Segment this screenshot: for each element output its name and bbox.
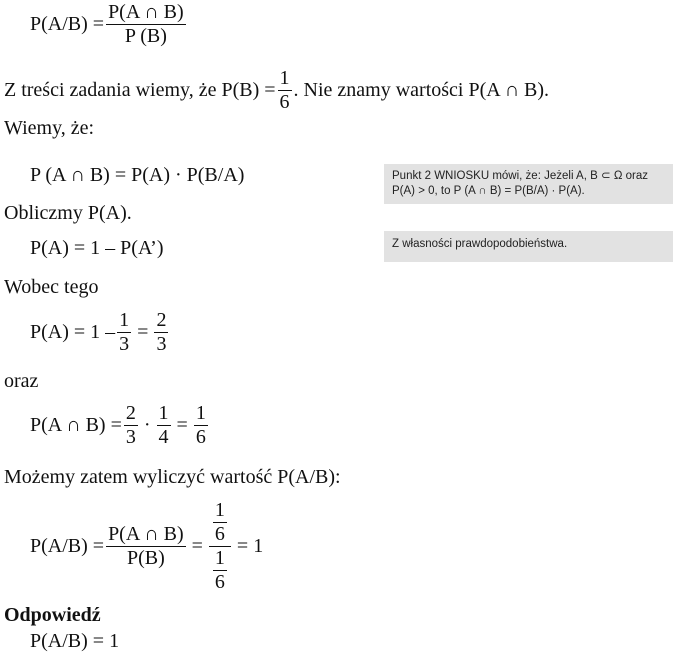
compound-numerator <box>209 500 231 546</box>
fraction <box>194 403 208 448</box>
numerator: P(A ∩ B) <box>108 1 184 23</box>
text-line-given <box>4 68 549 113</box>
fraction <box>157 403 171 448</box>
denominator: P (B) <box>124 25 167 47</box>
note-line: Punkt 2 WNIOSKU mówi, że: Jeżeli A, B ⊂ Ω oraz <box>392 170 648 182</box>
fraction <box>154 310 168 355</box>
formula-lhs: P(A ∩ B) = <box>30 414 122 436</box>
numerator: 1 <box>119 309 130 331</box>
numerator: 1 <box>214 499 225 521</box>
compound-fraction <box>209 500 231 593</box>
denominator: 6 <box>214 523 225 545</box>
text-segment: Z treści zadania wiemy, że P(B) = <box>4 79 276 101</box>
text-line-we-know: Wiemy, że: <box>4 117 95 139</box>
note-line: P(A) > 0, to P (A ∩ B) = P(B/A) · P(A). <box>392 184 585 197</box>
fraction <box>106 2 186 47</box>
formula-multiplication-rule: P (A ∩ B) = P(A) · P(B/A) <box>30 164 245 186</box>
equals-sign: = <box>191 535 203 557</box>
fraction <box>106 524 186 569</box>
numerator: 1 <box>214 547 225 569</box>
formula-lhs: P(A) = 1 – <box>30 321 116 343</box>
denominator: 3 <box>125 426 136 448</box>
side-note-probability-property <box>384 231 673 262</box>
numerator: P(A ∩ B) <box>108 523 184 545</box>
equals-sign: = <box>176 414 188 436</box>
formula-conditional-probability <box>30 2 188 47</box>
fraction <box>278 68 292 113</box>
denominator: 3 <box>156 333 167 355</box>
numerator: 1 <box>158 402 169 424</box>
formula-pa-value <box>30 310 170 355</box>
formula-final-computation <box>30 500 267 593</box>
fraction <box>213 548 227 593</box>
answer-heading: Odpowiedź <box>4 604 101 626</box>
numerator: 1 <box>279 67 290 89</box>
note-line: Z własności prawdopodobieństwa. <box>392 238 568 250</box>
compound-denominator <box>209 547 231 593</box>
text-line-and: oraz <box>4 370 39 392</box>
multiply-dot: · <box>143 414 151 436</box>
formula-lhs: P(A/B) = <box>30 13 105 35</box>
numerator: 2 <box>156 309 167 331</box>
fraction <box>117 310 131 355</box>
numerator: 1 <box>195 402 206 424</box>
side-note-corollary <box>384 164 673 204</box>
text-line-compute-result: Możemy zatem wyliczyć wartość P(A/B): <box>4 466 341 488</box>
answer-formula: P(A/B) = 1 <box>30 630 120 652</box>
result: = 1 <box>236 535 264 557</box>
denominator: 6 <box>195 426 206 448</box>
fraction <box>124 403 138 448</box>
numerator: 2 <box>125 402 136 424</box>
formula-lhs: P(A/B) = <box>30 535 105 557</box>
text-segment: . Nie znamy wartości P(A ∩ B). <box>293 79 550 101</box>
denominator: 4 <box>158 426 169 448</box>
denominator: P(B) <box>126 547 165 569</box>
denominator: 3 <box>119 333 130 355</box>
fraction <box>213 500 227 545</box>
formula-complement: P(A) = 1 – P(A’) <box>30 237 164 259</box>
text-line-therefore: Wobec tego <box>4 276 99 298</box>
text-line-compute: Obliczmy P(A). <box>4 202 132 224</box>
equals-sign: = <box>137 321 149 343</box>
denominator: 6 <box>279 91 290 113</box>
formula-intersection-value <box>30 403 210 448</box>
denominator: 6 <box>214 571 225 593</box>
